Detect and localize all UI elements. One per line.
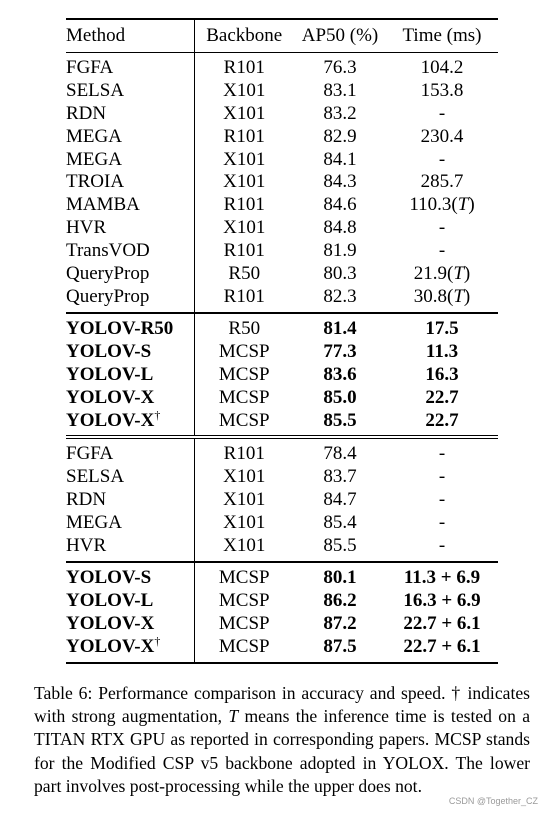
method-cell (66, 80, 194, 103)
backbone-cell: X101 (223, 535, 266, 557)
ap50-cell: 82.3 (323, 285, 357, 307)
backbone-cell: R101 (223, 56, 265, 78)
method-cell (66, 489, 194, 512)
backbone-cell: MCSP (218, 409, 270, 431)
watermark: CSDN @Together_CZ (448, 796, 538, 806)
ap50-cell: 78.4 (323, 443, 357, 465)
time-cell: 285.7 (420, 171, 464, 193)
table-row (66, 364, 498, 387)
time-cell: 153.8 (420, 79, 464, 101)
backbone-cell: X101 (223, 217, 266, 239)
backbone-cell: X101 (223, 79, 266, 101)
method-cell (66, 313, 194, 341)
backbone-cell: MCSP (218, 363, 270, 385)
table-row (66, 171, 498, 194)
ap50-cell: 85.5 (323, 409, 357, 431)
backbone-cell: R101 (223, 285, 265, 307)
table-row (66, 217, 498, 240)
table-row (66, 194, 498, 217)
time-cell: 22.7 + 6.1 (403, 612, 481, 634)
method-name: YOLOV-X (66, 409, 155, 431)
ap50-cell: 81.9 (323, 240, 357, 262)
table-caption (34, 682, 530, 798)
method-cell (66, 149, 194, 172)
time-cell: - (438, 489, 446, 511)
method-cell (66, 52, 194, 79)
ap50-cell: 81.4 (323, 317, 357, 339)
table-row (66, 149, 498, 172)
ap50-cell: 83.2 (323, 102, 357, 124)
time-variable: T (453, 263, 464, 285)
performance-table (66, 18, 498, 664)
method-name: YOLOV-X (66, 635, 155, 657)
dagger-mark: † (154, 407, 161, 422)
ap50-cell: 80.1 (323, 566, 357, 588)
time-variable: T (453, 285, 464, 307)
ap50-cell: 83.7 (323, 466, 357, 488)
ap50-cell: 84.3 (323, 171, 357, 193)
backbone-cell: MCSP (218, 340, 270, 362)
table-row (66, 80, 498, 103)
time-cell: - (438, 466, 446, 488)
ap50-cell: 77.3 (323, 340, 357, 362)
backbone-cell: MCSP (218, 612, 270, 634)
method-cell (66, 217, 194, 240)
ap50-cell: 84.6 (323, 194, 357, 216)
backbone-cell: X101 (223, 512, 266, 534)
time-value: 30.8 (413, 285, 447, 307)
table-row (66, 341, 498, 364)
backbone-cell: X101 (223, 489, 266, 511)
method-name: YOLOV-L (66, 363, 154, 385)
table-row (66, 263, 498, 286)
section-prior-methods-postprocessing (66, 437, 498, 562)
method-cell (66, 535, 194, 562)
dagger-mark: † (154, 633, 161, 648)
time-cell: 22.7 (425, 386, 459, 408)
ap50-cell: 83.1 (323, 79, 357, 101)
time-cell: 16.3 (425, 363, 459, 385)
method-cell (66, 590, 194, 613)
ap50-cell: 85.4 (323, 512, 357, 534)
method-name: QueryProp (66, 263, 150, 285)
table-row (66, 613, 498, 636)
table-row (66, 387, 498, 410)
method-cell (66, 103, 194, 126)
ap50-cell: 84.8 (323, 217, 357, 239)
method-cell (66, 466, 194, 489)
method-cell (66, 286, 194, 313)
caption-variable-t: T (228, 706, 239, 727)
time-cell: 11.3 + 6.9 (403, 566, 481, 588)
backbone-cell: R50 (228, 317, 261, 339)
method-name: RDN (66, 102, 107, 124)
method-name: FGFA (66, 443, 114, 465)
table-row (66, 437, 498, 466)
table-row (66, 410, 498, 438)
backbone-cell: R101 (223, 443, 265, 465)
backbone-cell: R101 (223, 125, 265, 147)
method-name: SELSA (66, 466, 125, 488)
time-cell: 30.8(T) (413, 285, 471, 307)
method-cell (66, 562, 194, 590)
method-name: SELSA (66, 79, 125, 101)
column-header-backbone: Backbone (206, 25, 283, 46)
table-header (66, 19, 498, 52)
method-cell (66, 263, 194, 286)
method-cell (66, 341, 194, 364)
backbone-cell: MCSP (218, 566, 270, 588)
ap50-cell: 82.9 (323, 125, 357, 147)
method-cell (66, 613, 194, 636)
method-name: YOLOV-S (66, 340, 152, 362)
time-cell: 16.3 + 6.9 (403, 589, 481, 611)
time-cell: 104.2 (420, 56, 464, 78)
backbone-cell: R101 (223, 194, 265, 216)
time-variable: T (457, 194, 469, 216)
method-cell (66, 633, 194, 663)
method-name: MEGA (66, 148, 122, 170)
ap50-cell: 84.7 (323, 489, 357, 511)
backbone-cell: MCSP (218, 589, 270, 611)
backbone-cell: R101 (223, 240, 265, 262)
time-cell: - (438, 102, 446, 124)
table-row (66, 562, 498, 590)
table-row (66, 636, 498, 663)
method-cell (66, 194, 194, 217)
time-cell: - (438, 217, 446, 239)
caption-text-2: means the inference time is tested on a TITAN RTX GPU as reported in corresponding papers. MCSP stands for the Modified CSP v5 backbone adopted in YOLOX. The lower part involves post-processing while the upper does not. (34, 706, 530, 796)
table-row (66, 52, 498, 79)
time-cell: - (438, 240, 446, 262)
method-cell (66, 407, 194, 438)
table-row (66, 466, 498, 489)
method-name: YOLOV-X (66, 386, 155, 408)
method-cell (66, 512, 194, 535)
method-cell (66, 126, 194, 149)
time-cell: 17.5 (425, 317, 459, 339)
table-row (66, 126, 498, 149)
section-yolov-no-postprocessing (66, 313, 498, 438)
time-cell: 110.3(T) (409, 194, 475, 216)
backbone-cell: MCSP (218, 386, 270, 408)
method-name: TransVOD (66, 240, 150, 262)
backbone-cell: X101 (223, 466, 266, 488)
table-row (66, 286, 498, 313)
section-yolov-postprocessing (66, 562, 498, 663)
ap50-cell: 86.2 (323, 589, 357, 611)
method-name: HVR (66, 535, 107, 557)
method-name: MEGA (66, 125, 122, 147)
column-header-time: Time (ms) (402, 25, 482, 46)
ap50-cell: 87.2 (323, 612, 357, 634)
table-row (66, 512, 498, 535)
ap50-cell: 76.3 (323, 56, 357, 78)
backbone-cell: X101 (223, 171, 266, 193)
table-row (66, 103, 498, 126)
table-row (66, 489, 498, 512)
ap50-cell: 83.6 (323, 363, 357, 385)
method-cell (66, 437, 194, 466)
ap50-cell: 85.0 (323, 386, 357, 408)
backbone-cell: R50 (228, 263, 261, 285)
time-value: 21.9 (413, 263, 447, 285)
method-cell (66, 387, 194, 410)
method-name: YOLOV-S (66, 566, 152, 588)
time-cell: - (438, 148, 446, 170)
time-cell: - (438, 535, 446, 557)
method-cell (66, 240, 194, 263)
method-name: TROIA (66, 171, 125, 193)
method-name: MAMBA (66, 194, 140, 216)
table-row (66, 240, 498, 263)
time-cell: 11.3 (425, 340, 459, 362)
method-cell (66, 171, 194, 194)
backbone-cell: X101 (223, 148, 266, 170)
time-cell: - (438, 512, 446, 534)
method-name: YOLOV-R50 (66, 317, 174, 339)
method-name: MEGA (66, 512, 122, 534)
ap50-cell: 84.1 (323, 148, 357, 170)
column-header-ap50: AP50 (%) (301, 25, 379, 46)
table-row (66, 590, 498, 613)
table-row (66, 313, 498, 341)
method-name: YOLOV-X (66, 612, 155, 634)
table-row (66, 535, 498, 562)
time-cell: 21.9(T) (413, 263, 471, 285)
method-name: HVR (66, 217, 107, 239)
time-cell: 230.4 (420, 125, 464, 147)
method-name: RDN (66, 489, 107, 511)
ap50-cell: 87.5 (323, 635, 357, 657)
ap50-cell: 80.3 (323, 263, 357, 285)
caption-text-1: Table 6: Performance comparison in accuracy and speed. † indicates with strong augmentation, (34, 683, 530, 727)
backbone-cell: X101 (223, 102, 266, 124)
backbone-cell: MCSP (218, 635, 270, 657)
header-row (66, 19, 498, 52)
method-name: FGFA (66, 56, 114, 78)
time-value: 110.3 (409, 194, 452, 216)
method-name: QueryProp (66, 285, 150, 307)
time-cell: 22.7 + 6.1 (403, 635, 481, 657)
time-cell: 22.7 (425, 409, 459, 431)
time-cell: - (438, 443, 446, 465)
method-cell (66, 364, 194, 387)
section-prior-methods (66, 52, 498, 312)
method-name: YOLOV-L (66, 589, 154, 611)
column-header-method: Method (66, 19, 194, 52)
ap50-cell: 85.5 (323, 535, 357, 557)
